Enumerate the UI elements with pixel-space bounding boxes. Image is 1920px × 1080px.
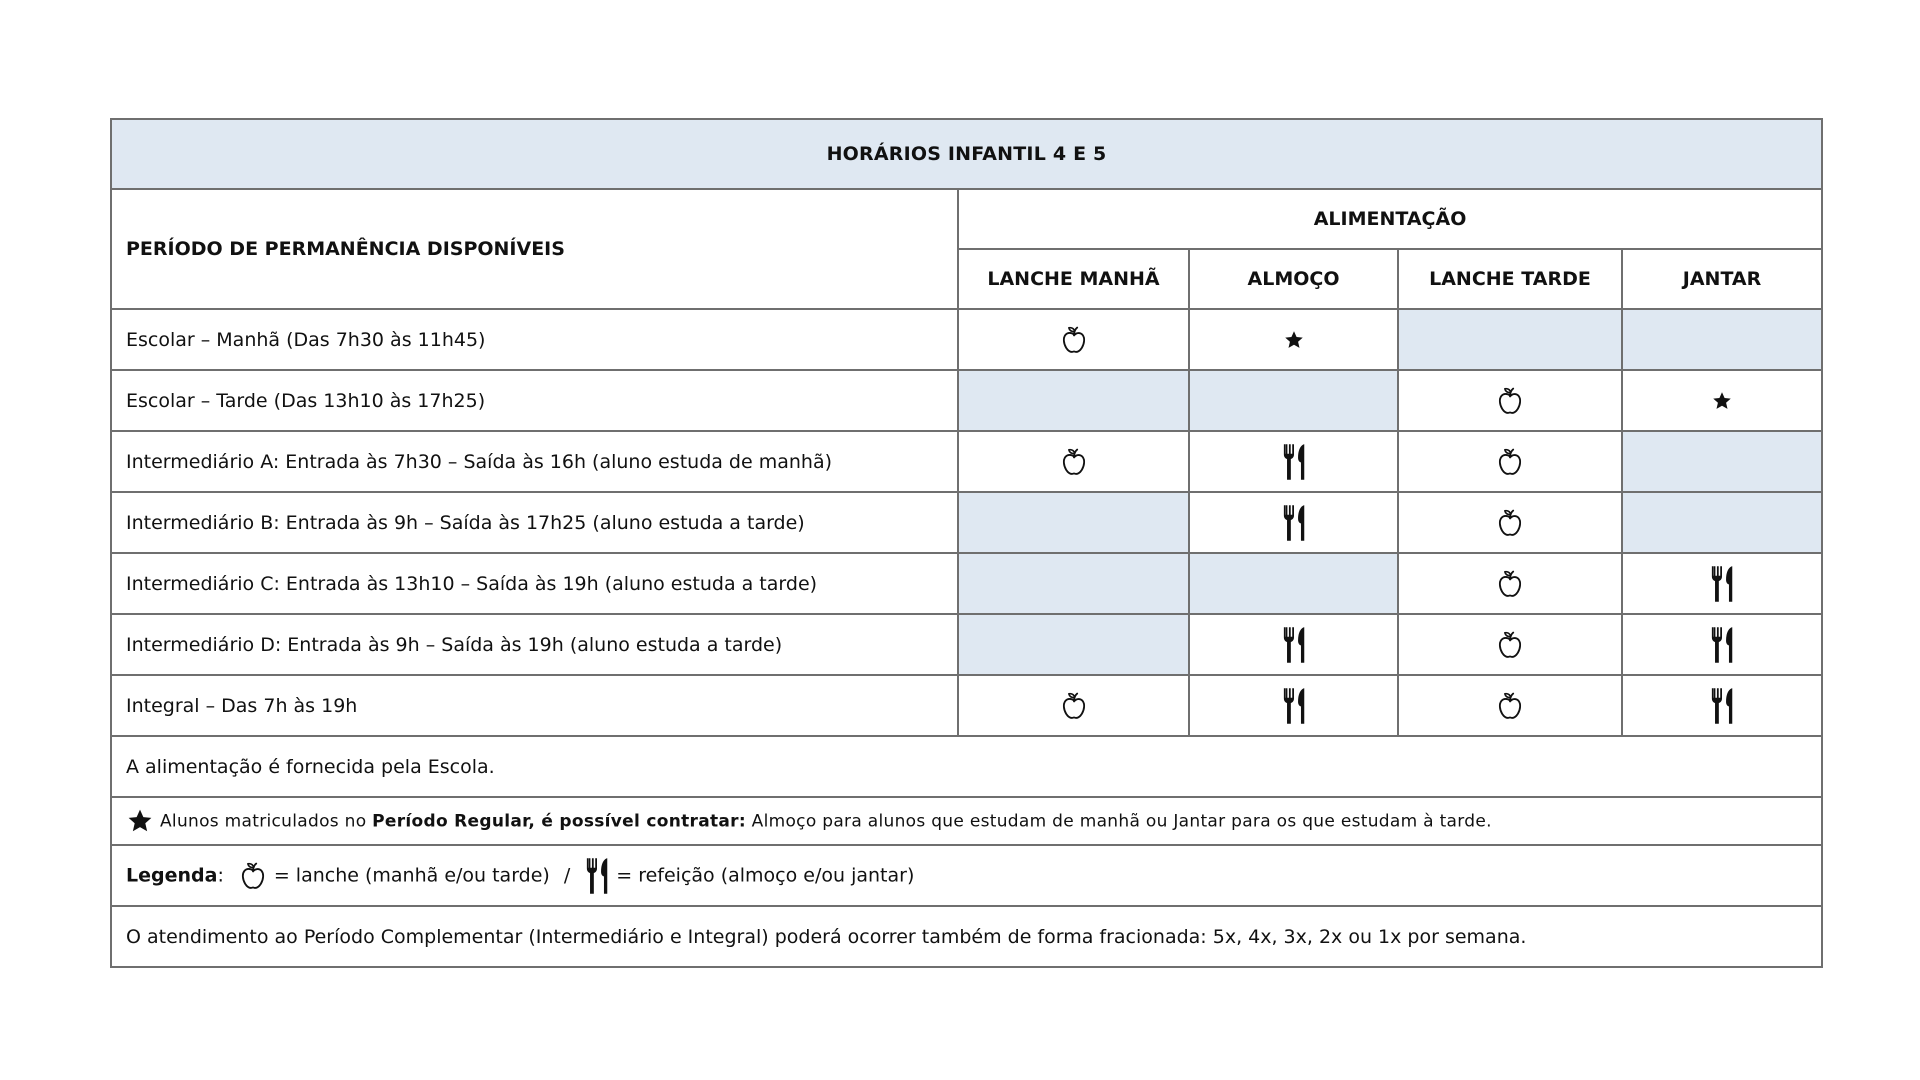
apple-icon xyxy=(238,860,268,892)
period-header: PERÍODO DE PERMANÊNCIA DISPONÍVEIS xyxy=(111,189,958,309)
apple-icon xyxy=(1495,385,1525,417)
star-icon xyxy=(1712,391,1732,411)
cutlery-icon xyxy=(1281,504,1307,542)
meal-cell xyxy=(1189,309,1398,370)
apple-icon xyxy=(1059,324,1089,356)
empty-cell xyxy=(958,553,1189,614)
empty-cell xyxy=(1189,553,1398,614)
empty-cell xyxy=(958,370,1189,431)
empty-cell xyxy=(1189,370,1398,431)
meal-cell xyxy=(1622,614,1822,675)
apple-icon xyxy=(1495,629,1525,661)
column-header-almoco: ALMOÇO xyxy=(1189,249,1398,309)
regular-period-note xyxy=(111,797,1822,845)
legend-label: Legenda xyxy=(126,864,218,886)
meal-cell xyxy=(958,431,1189,492)
meal-cell xyxy=(1189,614,1398,675)
table-row xyxy=(111,370,1822,431)
table-row xyxy=(111,309,1822,370)
meal-cell xyxy=(1189,492,1398,553)
table-row xyxy=(111,614,1822,675)
column-header-lanche-tarde: LANCHE TARDE xyxy=(1398,249,1622,309)
empty-cell xyxy=(958,492,1189,553)
meal-cell xyxy=(1622,675,1822,736)
table-row xyxy=(111,553,1822,614)
meal-cell xyxy=(1189,675,1398,736)
meal-cell xyxy=(1398,431,1622,492)
table-row xyxy=(111,431,1822,492)
empty-cell xyxy=(1398,309,1622,370)
table-row xyxy=(111,675,1822,736)
table-row xyxy=(111,492,1822,553)
star-note-bold: Período Regular, é possível contratar: xyxy=(372,811,746,832)
cutlery-icon xyxy=(584,857,610,895)
row-label: Intermediário B: Entrada às 9h – Saída às 17h25 (aluno estuda a tarde) xyxy=(111,492,958,553)
apple-icon xyxy=(1495,568,1525,600)
row-label: Intermediário C: Entrada às 13h10 – Saída às 19h (aluno estuda a tarde) xyxy=(111,553,958,614)
meal-cell xyxy=(1622,370,1822,431)
meal-cell xyxy=(1622,553,1822,614)
row-label: Integral – Das 7h às 19h xyxy=(111,675,958,736)
food-provided-note: A alimentação é fornecida pela Escola. xyxy=(111,736,1822,797)
star-note-suffix: Almoço para alunos que estudam de manhã ou Jantar para os que estudam à tarde. xyxy=(745,811,1492,832)
row-label: Intermediário A: Entrada às 7h30 – Saída às 16h (aluno estuda de manhã) xyxy=(111,431,958,492)
cutlery-icon xyxy=(1709,626,1735,664)
empty-cell xyxy=(958,614,1189,675)
cutlery-icon xyxy=(1281,443,1307,481)
meal-cell xyxy=(1398,675,1622,736)
legend-colon: : xyxy=(217,864,224,886)
meal-cell xyxy=(1189,431,1398,492)
apple-icon xyxy=(1059,446,1089,478)
row-label: Escolar – Tarde (Das 13h10 às 17h25) xyxy=(111,370,958,431)
star-icon xyxy=(1284,330,1304,350)
empty-cell xyxy=(1622,492,1822,553)
empty-cell xyxy=(1622,431,1822,492)
meal-cell xyxy=(958,309,1189,370)
meal-cell xyxy=(958,675,1189,736)
column-header-jantar: JANTAR xyxy=(1622,249,1822,309)
empty-cell xyxy=(1622,309,1822,370)
apple-icon xyxy=(1495,507,1525,539)
meal-cell xyxy=(1398,492,1622,553)
cutlery-icon xyxy=(1281,626,1307,664)
cutlery-icon xyxy=(1709,565,1735,603)
food-group-header: ALIMENTAÇÃO xyxy=(958,189,1822,249)
cutlery-icon xyxy=(1709,687,1735,725)
apple-icon xyxy=(1059,690,1089,722)
meal-cell xyxy=(1398,553,1622,614)
legend-cutlery-text: = refeição (almoço e/ou jantar) xyxy=(616,864,915,886)
legend-separator: / xyxy=(563,864,571,886)
apple-icon xyxy=(1495,446,1525,478)
schedule-table xyxy=(110,118,1823,968)
legend-apple-text: = lanche (manhã e/ou tarde) xyxy=(273,864,550,886)
legend-row xyxy=(111,845,1822,906)
fractional-attendance-note: O atendimento ao Período Complementar (Intermediário e Integral) poderá ocorrer também de forma fracionada: 5x, 4x, 3x, 2x ou 1x por semana. xyxy=(111,906,1822,967)
column-header-lanche-manha: LANCHE MANHÃ xyxy=(958,249,1189,309)
cutlery-icon xyxy=(1281,687,1307,725)
row-label: Escolar – Manhã (Das 7h30 às 11h45) xyxy=(111,309,958,370)
row-label: Intermediário D: Entrada às 9h – Saída às 19h (aluno estuda a tarde) xyxy=(111,614,958,675)
apple-icon xyxy=(1495,690,1525,722)
meal-cell xyxy=(1398,370,1622,431)
star-note-prefix: Alunos matriculados no xyxy=(160,811,373,832)
meal-cell xyxy=(1398,614,1622,675)
table-title: HORÁRIOS INFANTIL 4 E 5 xyxy=(111,119,1822,189)
star-icon xyxy=(126,808,154,834)
